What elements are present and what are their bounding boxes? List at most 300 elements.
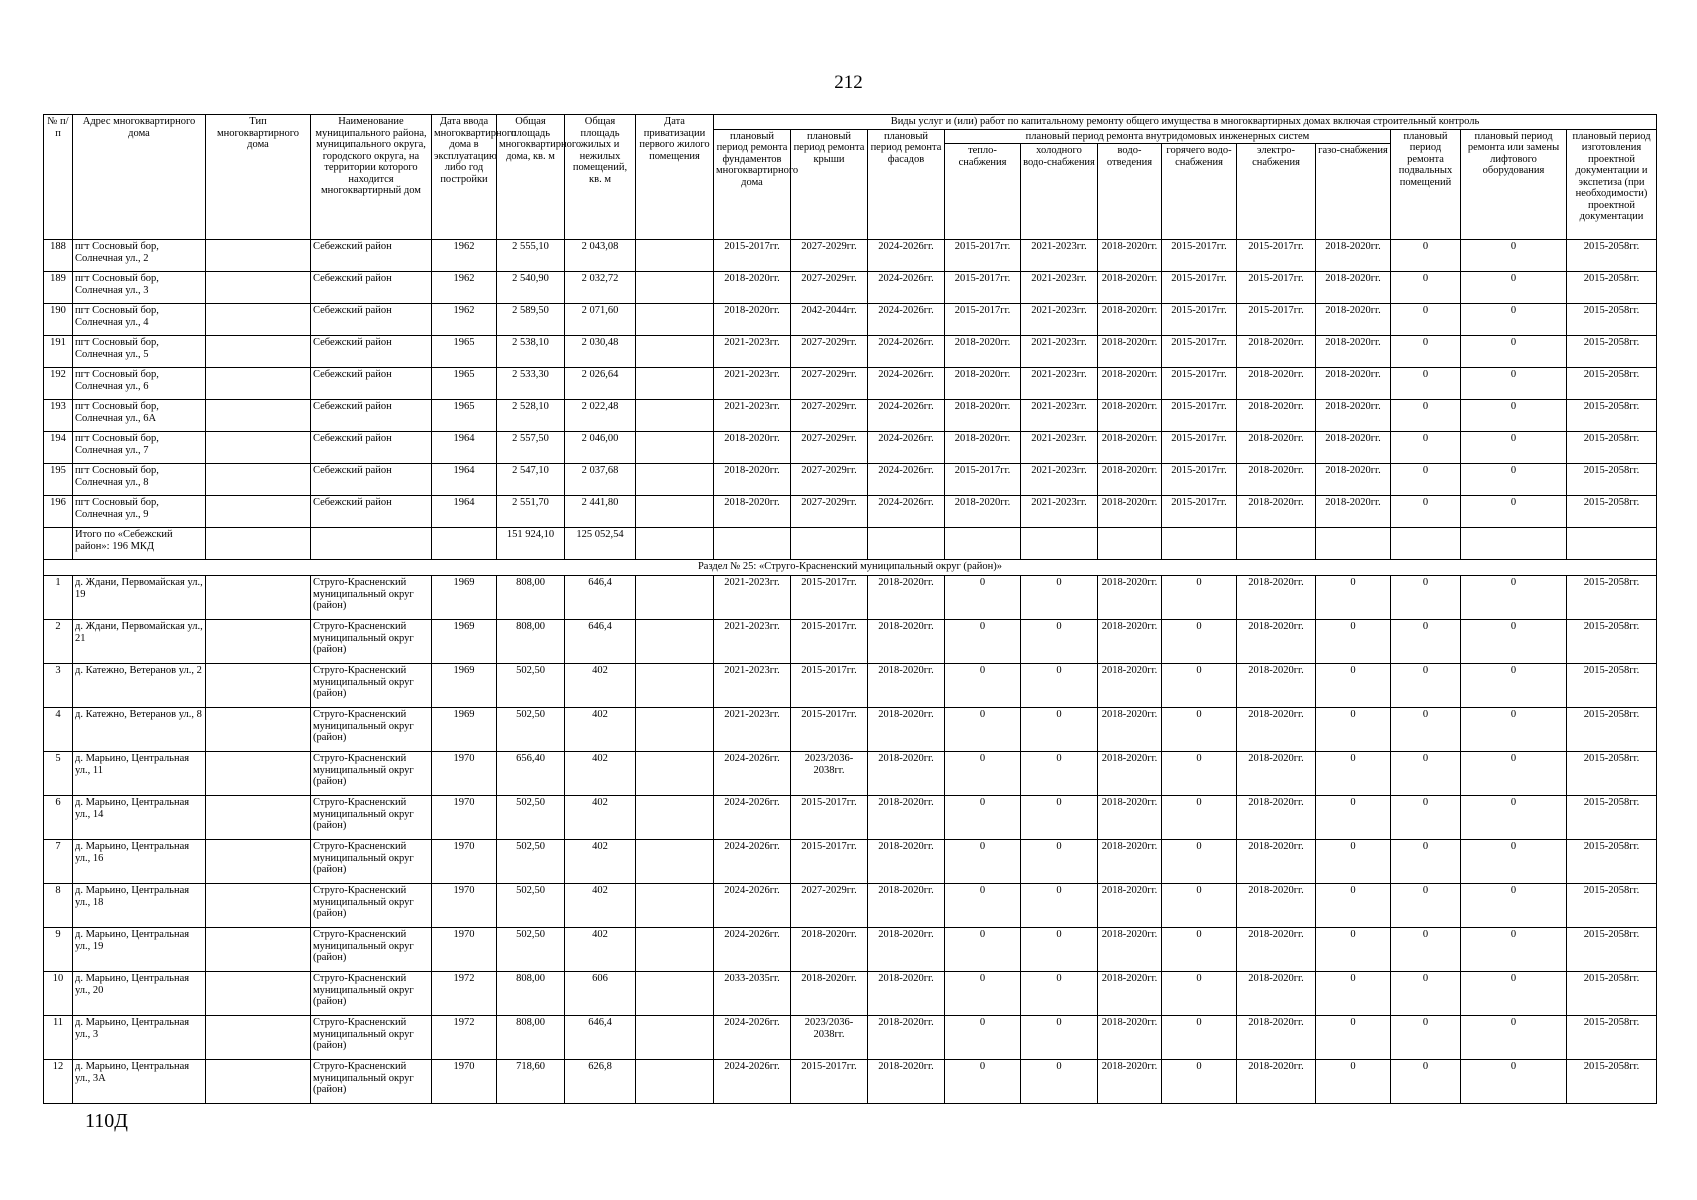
year-built-cell: 1970	[432, 840, 497, 884]
table-row	[44, 400, 1657, 432]
heat-period-cell: 0	[945, 1016, 1021, 1060]
facade-period-cell: 2024-2026гг.	[868, 240, 945, 272]
heat-period-cell: 0	[945, 708, 1021, 752]
year-built-cell: 1962	[432, 304, 497, 336]
row-number-cell: 10	[44, 972, 73, 1016]
address-cell: пгт Сосновый бор, Солнечная ул., 5	[73, 336, 206, 368]
facade-period-cell: 2018-2020гг.	[868, 884, 945, 928]
project-period-cell: 2015-2058гг.	[1567, 972, 1657, 1016]
year-built-cell: 1964	[432, 432, 497, 464]
row-number-cell: 194	[44, 432, 73, 464]
living-area-cell: 606	[565, 972, 636, 1016]
cold-water-period-cell: 2021-2023гг.	[1021, 240, 1098, 272]
table-row	[44, 368, 1657, 400]
electric-period-cell: 2018-2020гг.	[1237, 796, 1316, 840]
district-cell: Себежский район	[311, 240, 432, 272]
roof-period-cell: 2015-2017гг.	[791, 840, 868, 884]
house-type-cell	[206, 240, 311, 272]
cold-water-period-cell: 2021-2023гг.	[1021, 464, 1098, 496]
elevator-period-cell: 0	[1461, 336, 1567, 368]
address-cell: д. Ждани, Первомайская ул., 19	[73, 576, 206, 620]
sewer-period-cell: 2018-2020гг.	[1098, 368, 1162, 400]
privatization-date-cell	[636, 304, 714, 336]
living-area-cell: 402	[565, 752, 636, 796]
roof-period-cell: 2015-2017гг.	[791, 708, 868, 752]
elevator-period-cell: 0	[1461, 272, 1567, 304]
electric-period-cell: 2018-2020гг.	[1237, 620, 1316, 664]
hot-water-period-cell: 0	[1162, 708, 1237, 752]
electric-period-cell: 2018-2020гг.	[1237, 1060, 1316, 1104]
basement-period-cell: 0	[1391, 240, 1461, 272]
privatization-date-cell	[636, 708, 714, 752]
project-period-cell: 2015-2058гг.	[1567, 1060, 1657, 1104]
heat-period-cell: 2015-2017гг.	[945, 304, 1021, 336]
cold-water-period-cell: 2021-2023гг.	[1021, 432, 1098, 464]
heat-period-cell: 0	[945, 840, 1021, 884]
project-period-cell: 2015-2058гг.	[1567, 620, 1657, 664]
foundation-period-cell: 2021-2023гг.	[714, 576, 791, 620]
footer-code: 110Д	[85, 1110, 128, 1132]
roof-period-cell: 2027-2029гг.	[791, 272, 868, 304]
total-area-cell: 808,00	[497, 620, 565, 664]
house-type-cell	[206, 796, 311, 840]
district-cell: Себежский район	[311, 432, 432, 464]
elevator-period-cell: 0	[1461, 752, 1567, 796]
total-area-cell: 2 589,50	[497, 304, 565, 336]
project-period-cell: 2015-2058гг.	[1567, 796, 1657, 840]
district-cell: Себежский район	[311, 400, 432, 432]
total-area-cell: 808,00	[497, 972, 565, 1016]
district-cell: Струго-Красненский муниципальный округ (район)	[311, 576, 432, 620]
project-period-cell: 2015-2058гг.	[1567, 272, 1657, 304]
sewer-period-cell: 2018-2020гг.	[1098, 796, 1162, 840]
sewer-period-cell: 2018-2020гг.	[1098, 708, 1162, 752]
total-area-cell: 808,00	[497, 576, 565, 620]
basement-period-cell: 0	[1391, 1016, 1461, 1060]
district-cell: Струго-Красненский муниципальный округ (район)	[311, 752, 432, 796]
foundation-period-cell: 2024-2026гг.	[714, 840, 791, 884]
facade-period-cell: 2024-2026гг.	[868, 336, 945, 368]
table-row	[44, 752, 1657, 796]
heat-period-cell: 2018-2020гг.	[945, 400, 1021, 432]
sewer-period-cell: 2018-2020гг.	[1098, 664, 1162, 708]
table-row	[44, 496, 1657, 528]
electric-period-cell: 2015-2017гг.	[1237, 304, 1316, 336]
house-type-cell	[206, 432, 311, 464]
house-type-cell	[206, 336, 311, 368]
row-number-cell: 11	[44, 1016, 73, 1060]
year-built-cell: 1969	[432, 576, 497, 620]
hot-water-period-cell: 2015-2017гг.	[1162, 304, 1237, 336]
living-area-cell: 2 037,68	[565, 464, 636, 496]
roof-period-cell: 2015-2017гг.	[791, 796, 868, 840]
gas-period-cell: 0	[1316, 1060, 1391, 1104]
table-row	[44, 928, 1657, 972]
header-electric: электро-снабжения	[1237, 144, 1316, 240]
cold-water-period-cell: 2021-2023гг.	[1021, 400, 1098, 432]
project-period-cell: 2015-2058гг.	[1567, 496, 1657, 528]
gas-period-cell: 2018-2020гг.	[1316, 240, 1391, 272]
total-row	[44, 528, 1657, 560]
sewer-period-cell: 2018-2020гг.	[1098, 576, 1162, 620]
elevator-period-cell: 0	[1461, 1016, 1567, 1060]
gas-period-cell: 0	[1316, 928, 1391, 972]
elevator-period-cell: 0	[1461, 400, 1567, 432]
electric-period-cell: 2015-2017гг.	[1237, 240, 1316, 272]
sewer-period-cell: 2018-2020гг.	[1098, 752, 1162, 796]
district-cell: Струго-Красненский муниципальный округ (район)	[311, 972, 432, 1016]
total-area-cell: 2 551,70	[497, 496, 565, 528]
total-area-cell: 2 540,90	[497, 272, 565, 304]
elevator-period-cell: 0	[1461, 796, 1567, 840]
facade-period-cell: 2018-2020гг.	[868, 928, 945, 972]
gas-period-cell: 0	[1316, 708, 1391, 752]
foundation-period-cell: 2024-2026гг.	[714, 796, 791, 840]
sewer-period-cell: 2018-2020гг.	[1098, 400, 1162, 432]
row-number-cell: 193	[44, 400, 73, 432]
table-row	[44, 884, 1657, 928]
heat-period-cell: 0	[945, 620, 1021, 664]
house-type-cell	[206, 496, 311, 528]
address-cell: д. Катежно, Ветеранов ул., 8	[73, 708, 206, 752]
living-area-cell: 402	[565, 796, 636, 840]
basement-period-cell: 0	[1391, 796, 1461, 840]
address-cell: д. Марьино, Центральная ул., 14	[73, 796, 206, 840]
row-number-cell: 2	[44, 620, 73, 664]
sewer-period-cell: 2018-2020гг.	[1098, 1016, 1162, 1060]
basement-period-cell: 0	[1391, 272, 1461, 304]
table-row	[44, 304, 1657, 336]
row-number-cell: 4	[44, 708, 73, 752]
year-built-cell: 1969	[432, 620, 497, 664]
facade-period-cell: 2018-2020гг.	[868, 752, 945, 796]
year-built-cell: 1964	[432, 496, 497, 528]
header-num: № п/п	[44, 115, 73, 240]
electric-period-cell: 2018-2020гг.	[1237, 368, 1316, 400]
gas-period-cell: 2018-2020гг.	[1316, 368, 1391, 400]
cold-water-period-cell: 2021-2023гг.	[1021, 336, 1098, 368]
year-built-cell: 1970	[432, 928, 497, 972]
electric-period-cell: 2018-2020гг.	[1237, 464, 1316, 496]
gas-period-cell: 2018-2020гг.	[1316, 304, 1391, 336]
sewer-period-cell: 2018-2020гг.	[1098, 272, 1162, 304]
address-cell: д. Марьино, Центральная ул., 18	[73, 884, 206, 928]
row-number-cell: 192	[44, 368, 73, 400]
hot-water-period-cell: 0	[1162, 752, 1237, 796]
basement-period-cell: 0	[1391, 840, 1461, 884]
gas-period-cell: 0	[1316, 884, 1391, 928]
heat-period-cell: 0	[945, 752, 1021, 796]
district-cell: Струго-Красненский муниципальный округ (район)	[311, 884, 432, 928]
hot-water-period-cell: 0	[1162, 928, 1237, 972]
district-cell: Струго-Красненский муниципальный округ (район)	[311, 1060, 432, 1104]
facade-period-cell: 2024-2026гг.	[868, 304, 945, 336]
basement-period-cell: 0	[1391, 464, 1461, 496]
living-area-sum: 125 052,54	[565, 528, 636, 560]
capital-repair-table	[43, 114, 1657, 1104]
hot-water-period-cell: 2015-2017гг.	[1162, 336, 1237, 368]
living-area-cell: 2 441,80	[565, 496, 636, 528]
project-period-cell: 2015-2058гг.	[1567, 336, 1657, 368]
total-area-cell: 502,50	[497, 664, 565, 708]
row-number-cell: 196	[44, 496, 73, 528]
total-area-cell: 502,50	[497, 796, 565, 840]
cold-water-period-cell: 0	[1021, 620, 1098, 664]
foundation-period-cell: 2024-2026гг.	[714, 928, 791, 972]
gas-period-cell: 2018-2020гг.	[1316, 272, 1391, 304]
roof-period-cell: 2015-2017гг.	[791, 664, 868, 708]
house-type-cell	[206, 664, 311, 708]
gas-period-cell: 0	[1316, 972, 1391, 1016]
row-number-cell: 6	[44, 796, 73, 840]
project-period-cell: 2015-2058гг.	[1567, 464, 1657, 496]
total-area-sum: 151 924,10	[497, 528, 565, 560]
sewer-period-cell: 2018-2020гг.	[1098, 840, 1162, 884]
total-area-cell: 718,60	[497, 1060, 565, 1104]
electric-period-cell: 2018-2020гг.	[1237, 496, 1316, 528]
total-area-cell: 2 547,10	[497, 464, 565, 496]
roof-period-cell: 2023/2036-2038гг.	[791, 752, 868, 796]
living-area-cell: 402	[565, 928, 636, 972]
page-number: 212	[834, 72, 863, 93]
district-cell: Струго-Красненский муниципальный округ (район)	[311, 664, 432, 708]
facade-period-cell: 2024-2026гг.	[868, 496, 945, 528]
project-period-cell: 2015-2058гг.	[1567, 240, 1657, 272]
cold-water-period-cell: 0	[1021, 928, 1098, 972]
electric-period-cell: 2018-2020гг.	[1237, 928, 1316, 972]
living-area-cell: 402	[565, 708, 636, 752]
foundation-period-cell: 2021-2023гг.	[714, 336, 791, 368]
privatization-date-cell	[636, 972, 714, 1016]
roof-period-cell: 2027-2029гг.	[791, 496, 868, 528]
header-sewer: водо-отведения	[1098, 144, 1162, 240]
total-area-cell: 2 533,30	[497, 368, 565, 400]
facade-period-cell: 2024-2026гг.	[868, 464, 945, 496]
heat-period-cell: 2015-2017гг.	[945, 272, 1021, 304]
electric-period-cell: 2018-2020гг.	[1237, 972, 1316, 1016]
address-cell: пгт Сосновый бор, Солнечная ул., 7	[73, 432, 206, 464]
cold-water-period-cell: 0	[1021, 796, 1098, 840]
header-project: плановый период изготовления проектной документации и экспетиза (при необходимости) проектной документации	[1567, 129, 1657, 240]
section-row	[44, 560, 1657, 576]
electric-period-cell: 2018-2020гг.	[1237, 664, 1316, 708]
privatization-date-cell	[636, 400, 714, 432]
basement-period-cell: 0	[1391, 664, 1461, 708]
gas-period-cell: 2018-2020гг.	[1316, 336, 1391, 368]
district-cell: Струго-Красненский муниципальный округ (район)	[311, 928, 432, 972]
basement-period-cell: 0	[1391, 400, 1461, 432]
roof-period-cell: 2027-2029гг.	[791, 368, 868, 400]
house-type-cell	[206, 1060, 311, 1104]
hot-water-period-cell: 0	[1162, 664, 1237, 708]
address-cell: пгт Сосновый бор, Солнечная ул., 6	[73, 368, 206, 400]
privatization-date-cell	[636, 620, 714, 664]
year-built-cell: 1972	[432, 1016, 497, 1060]
sewer-period-cell: 2018-2020гг.	[1098, 304, 1162, 336]
project-period-cell: 2015-2058гг.	[1567, 840, 1657, 884]
elevator-period-cell: 0	[1461, 620, 1567, 664]
table-header	[44, 115, 1657, 240]
elevator-period-cell: 0	[1461, 576, 1567, 620]
table-row	[44, 620, 1657, 664]
header-foundation: плановый период ремонта фундаментов многоквартирного дома	[714, 129, 791, 240]
basement-period-cell: 0	[1391, 368, 1461, 400]
sewer-period-cell: 2018-2020гг.	[1098, 1060, 1162, 1104]
foundation-period-cell: 2021-2023гг.	[714, 708, 791, 752]
header-works-group: Виды услуг и (или) работ по капитальному ремонту общего имущества в многоквартирных домах включая строительный контроль	[714, 115, 1657, 130]
foundation-period-cell: 2018-2020гг.	[714, 432, 791, 464]
facade-period-cell: 2018-2020гг.	[868, 708, 945, 752]
house-type-cell	[206, 928, 311, 972]
living-area-cell: 626,8	[565, 1060, 636, 1104]
privatization-date-cell	[636, 664, 714, 708]
year-built-cell: 1962	[432, 240, 497, 272]
sewer-period-cell: 2018-2020гг.	[1098, 620, 1162, 664]
table-row	[44, 576, 1657, 620]
house-type-cell	[206, 752, 311, 796]
cold-water-period-cell: 0	[1021, 664, 1098, 708]
year-built-cell: 1965	[432, 368, 497, 400]
year-built-cell: 1969	[432, 664, 497, 708]
hot-water-period-cell: 0	[1162, 840, 1237, 884]
facade-period-cell: 2018-2020гг.	[868, 840, 945, 884]
elevator-period-cell: 0	[1461, 368, 1567, 400]
table-row	[44, 336, 1657, 368]
gas-period-cell: 0	[1316, 1016, 1391, 1060]
elevator-period-cell: 0	[1461, 884, 1567, 928]
header-address: Адрес многоквартирного дома	[73, 115, 206, 240]
foundation-period-cell: 2033-2035гг.	[714, 972, 791, 1016]
project-period-cell: 2015-2058гг.	[1567, 400, 1657, 432]
electric-period-cell: 2018-2020гг.	[1237, 884, 1316, 928]
table-body-strugi	[44, 576, 1657, 1104]
foundation-period-cell: 2024-2026гг.	[714, 1060, 791, 1104]
gas-period-cell: 2018-2020гг.	[1316, 464, 1391, 496]
heat-period-cell: 0	[945, 972, 1021, 1016]
heat-period-cell: 2018-2020гг.	[945, 368, 1021, 400]
house-type-cell	[206, 884, 311, 928]
row-number-cell: 8	[44, 884, 73, 928]
elevator-period-cell: 0	[1461, 496, 1567, 528]
heat-period-cell: 0	[945, 928, 1021, 972]
facade-period-cell: 2018-2020гг.	[868, 1016, 945, 1060]
living-area-cell: 2 022,48	[565, 400, 636, 432]
hot-water-period-cell: 0	[1162, 620, 1237, 664]
address-cell: пгт Сосновый бор, Солнечная ул., 3	[73, 272, 206, 304]
cold-water-period-cell: 0	[1021, 576, 1098, 620]
project-period-cell: 2015-2058гг.	[1567, 708, 1657, 752]
privatization-date-cell	[636, 928, 714, 972]
gas-period-cell: 0	[1316, 620, 1391, 664]
roof-period-cell: 2015-2017гг.	[791, 1060, 868, 1104]
header-basement: плановый период ремонта подвальных помещений	[1391, 129, 1461, 240]
table-row	[44, 840, 1657, 884]
electric-period-cell: 2018-2020гг.	[1237, 432, 1316, 464]
electric-period-cell: 2018-2020гг.	[1237, 708, 1316, 752]
row-number-cell: 191	[44, 336, 73, 368]
table-row	[44, 240, 1657, 272]
gas-period-cell: 0	[1316, 664, 1391, 708]
house-type-cell	[206, 576, 311, 620]
row-number-cell: 3	[44, 664, 73, 708]
cold-water-period-cell: 0	[1021, 708, 1098, 752]
hot-water-period-cell: 2015-2017гг.	[1162, 272, 1237, 304]
table-body-sebezh	[44, 240, 1657, 528]
facade-period-cell: 2018-2020гг.	[868, 576, 945, 620]
row-number-cell: 1	[44, 576, 73, 620]
roof-period-cell: 2027-2029гг.	[791, 464, 868, 496]
foundation-period-cell: 2018-2020гг.	[714, 464, 791, 496]
privatization-date-cell	[636, 240, 714, 272]
table-row	[44, 272, 1657, 304]
electric-period-cell: 2018-2020гг.	[1237, 840, 1316, 884]
facade-period-cell: 2018-2020гг.	[868, 620, 945, 664]
header-date-in: Дата ввода многоквартирного дома в эксплуатацию либо год постройки	[432, 115, 497, 240]
sewer-period-cell: 2018-2020гг.	[1098, 496, 1162, 528]
address-cell: пгт Сосновый бор, Солнечная ул., 4	[73, 304, 206, 336]
cold-water-period-cell: 0	[1021, 840, 1098, 884]
house-type-cell	[206, 400, 311, 432]
header-roof: плановый период ремонта крыши	[791, 129, 868, 240]
total-area-cell: 808,00	[497, 1016, 565, 1060]
header-gas: газо-снабжения	[1316, 144, 1391, 240]
privatization-date-cell	[636, 432, 714, 464]
living-area-cell: 2 046,00	[565, 432, 636, 464]
gas-period-cell: 2018-2020гг.	[1316, 432, 1391, 464]
elevator-period-cell: 0	[1461, 432, 1567, 464]
hot-water-period-cell: 0	[1162, 1060, 1237, 1104]
basement-period-cell: 0	[1391, 884, 1461, 928]
privatization-date-cell	[636, 840, 714, 884]
table-row	[44, 1016, 1657, 1060]
privatization-date-cell	[636, 496, 714, 528]
section-title: Раздел № 25: «Струго-Красненский муниципальный округ (район)»	[44, 560, 1657, 576]
living-area-cell: 2 032,72	[565, 272, 636, 304]
table-row	[44, 1060, 1657, 1104]
district-cell: Струго-Красненский муниципальный округ (район)	[311, 1016, 432, 1060]
elevator-period-cell: 0	[1461, 708, 1567, 752]
district-cell: Струго-Красненский муниципальный округ (район)	[311, 796, 432, 840]
hot-water-period-cell: 0	[1162, 884, 1237, 928]
year-built-cell: 1970	[432, 752, 497, 796]
table-body-total	[44, 528, 1657, 576]
total-area-cell: 502,50	[497, 840, 565, 884]
facade-period-cell: 2024-2026гг.	[868, 368, 945, 400]
privatization-date-cell	[636, 464, 714, 496]
address-cell: пгт Сосновый бор, Солнечная ул., 9	[73, 496, 206, 528]
basement-period-cell: 0	[1391, 336, 1461, 368]
roof-period-cell: 2015-2017гг.	[791, 576, 868, 620]
cold-water-period-cell: 2021-2023гг.	[1021, 272, 1098, 304]
project-period-cell: 2015-2058гг.	[1567, 884, 1657, 928]
house-type-cell	[206, 840, 311, 884]
address-cell: д. Катежно, Ветеранов ул., 2	[73, 664, 206, 708]
facade-period-cell: 2018-2020гг.	[868, 796, 945, 840]
roof-period-cell: 2027-2029гг.	[791, 336, 868, 368]
privatization-date-cell	[636, 884, 714, 928]
sewer-period-cell: 2018-2020гг.	[1098, 928, 1162, 972]
roof-period-cell: 2027-2029гг.	[791, 884, 868, 928]
header-heat: тепло-снабжения	[945, 144, 1021, 240]
table-row	[44, 664, 1657, 708]
privatization-date-cell	[636, 576, 714, 620]
header-systems-group: плановый период ремонта внутридомовых инженерных систем	[945, 129, 1391, 144]
hot-water-period-cell: 0	[1162, 796, 1237, 840]
cold-water-period-cell: 0	[1021, 884, 1098, 928]
district-cell: Себежский район	[311, 304, 432, 336]
table-row	[44, 972, 1657, 1016]
living-area-cell: 2 071,60	[565, 304, 636, 336]
